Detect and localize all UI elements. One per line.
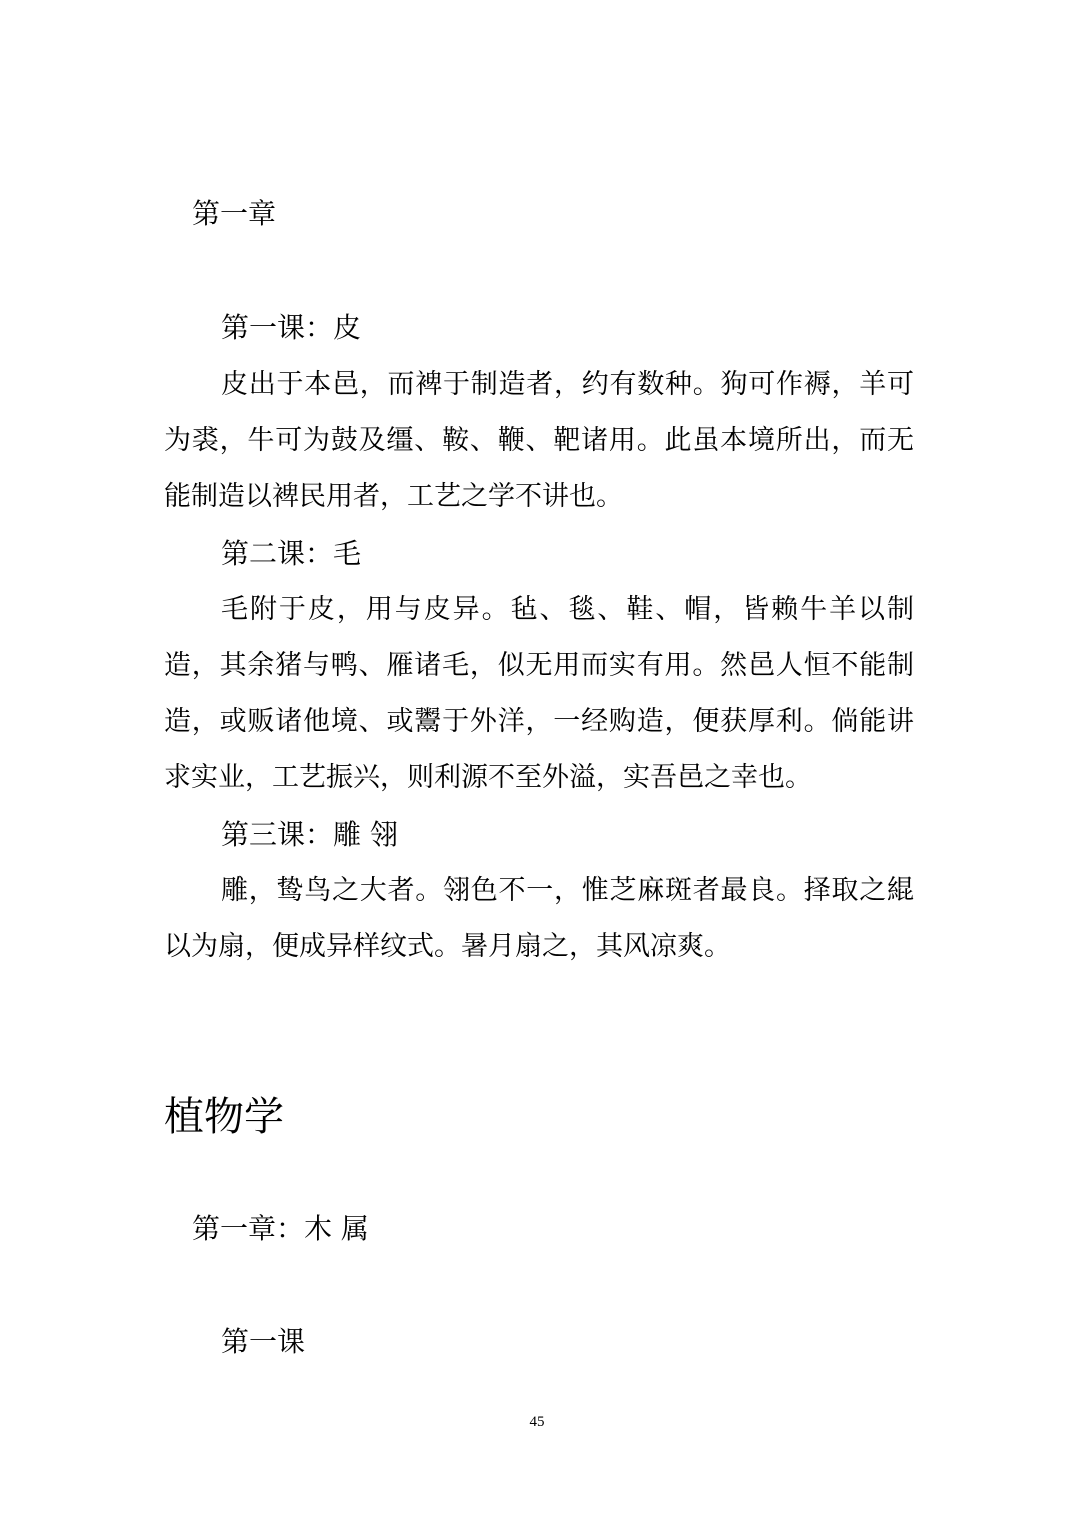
lesson-heading-2: 第二课：毛 [221, 537, 362, 570]
lesson-text-1: 皮出于本邑，而裨于制造者，约有数种。狗可作褥，羊可为裘，牛可为鼓及缰、鞍、鞭、靶诸用。此虽本境所出，而无能制造以裨民用者，工艺之学不讲也。 [164, 369, 914, 512]
page-number: 45 [529, 1414, 545, 1430]
lesson-heading-1: 第一课：皮 [221, 311, 362, 344]
botany-lesson-heading: 第一课 [221, 1325, 306, 1358]
chapter-heading: 第一章 [192, 197, 277, 230]
lesson-heading-3: 第三课：雕 翎 [221, 818, 398, 851]
section-title-botany: 植物学 [164, 1094, 284, 1140]
lesson-text-3: 雕，鸷鸟之大者。翎色不一，惟芝麻斑者最良。择取之緄以为扇，便成异样纹式。暑月扇之，其风凉爽。 [164, 875, 914, 962]
botany-chapter-heading: 第一章：木 属 [192, 1212, 369, 1245]
lesson-text-2: 毛附于皮，用与皮异。毡、毯、鞋、帽，皆赖牛羊以制造，其余猪与鸭、雁诸毛，似无用而实有用。然邑人恒不能制造，或贩诸他境、或鬻于外洋，一经购造，便获厚利。倘能讲求实业，工艺振兴，则利源不至外溢，实吾邑之幸也。 [164, 594, 914, 793]
